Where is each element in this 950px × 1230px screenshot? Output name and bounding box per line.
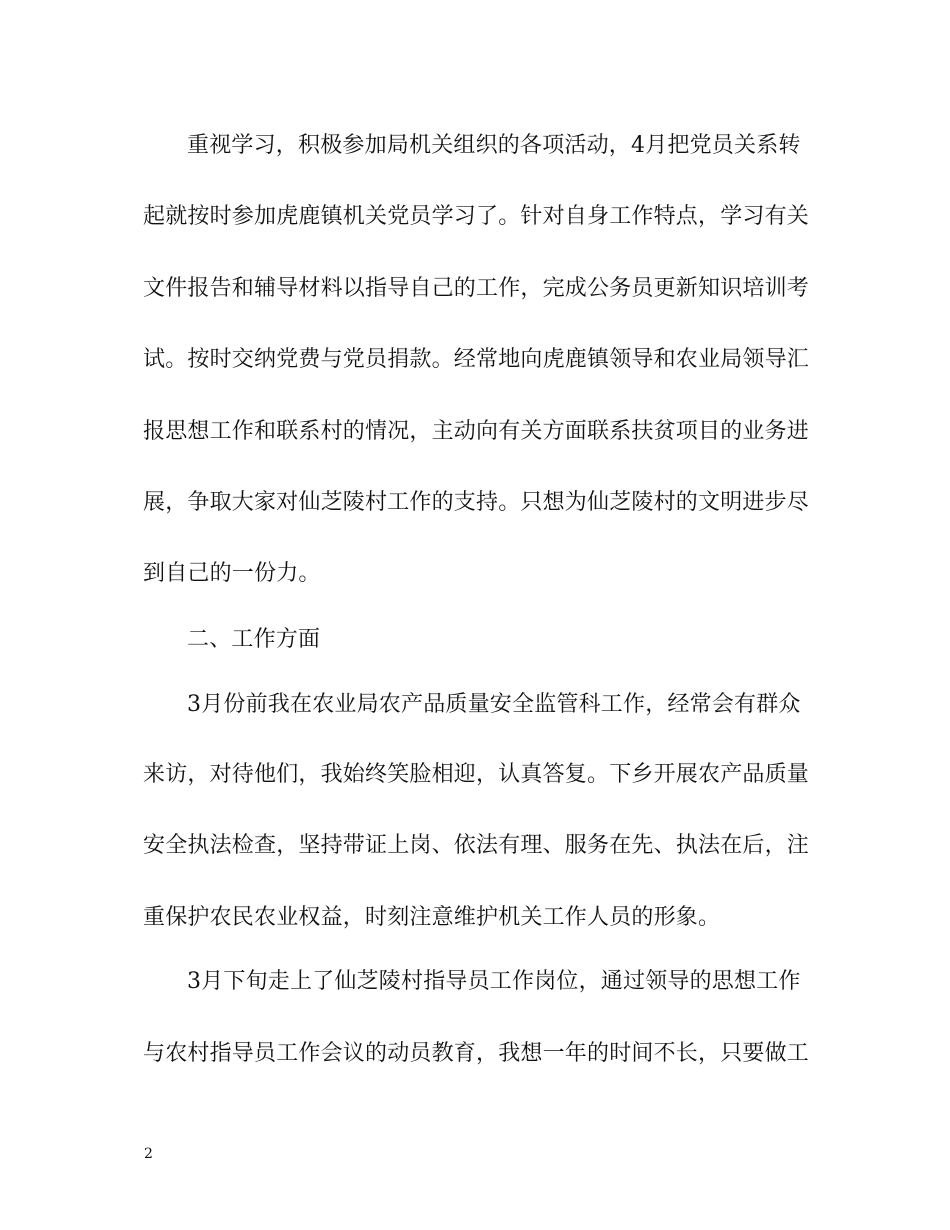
text-line: 到自己的一份力。 (143, 561, 321, 586)
text-line: 与农村指导员工作会议的动员教育，我想一年的时间不长，只要做工 (143, 1041, 810, 1066)
text-line: 报思想工作和联系村的情况，主动向有关方面联系扶贫项目的业务进 (143, 419, 810, 444)
text-line: 展，争取大家对仙芝陵村工作的支持。只想为仙芝陵村的文明进步尽 (143, 490, 810, 515)
text-line: 安全执法检查，坚持带证上岗、依法有理、服务在先、执法在后，注 (143, 833, 810, 858)
text-line: 来访，对待他们，我始终笑脸相迎，认真答复。下乡开展农产品质量 (143, 762, 810, 787)
page-number: 2 (144, 1146, 153, 1162)
text-line: 起就按时参加虎鹿镇机关党员学习了。针对自身工作特点，学习有关 (143, 204, 810, 229)
text-line: 重视学习，积极参加局机关组织的各项活动，4月把党员关系转 (187, 133, 801, 158)
text-line: 试。按时交纳党费与党员捐款。经常地向虎鹿镇领导和农业局领导汇 (143, 347, 810, 372)
text-line: 3月下旬走上了仙芝陵村指导员工作岗位，通过领导的思想工作 (187, 969, 801, 994)
text-line: 文件报告和辅导材料以指导自己的工作，完成公务员更新知识培训考 (143, 276, 810, 301)
text-line: 3月份前我在农业局农产品质量安全监管科工作，经常会有群众 (187, 692, 801, 717)
section-heading: 二、工作方面 (187, 627, 321, 652)
text-line: 重保护农民农业权益，时刻注意维护机关工作人员的形象。 (143, 905, 721, 930)
